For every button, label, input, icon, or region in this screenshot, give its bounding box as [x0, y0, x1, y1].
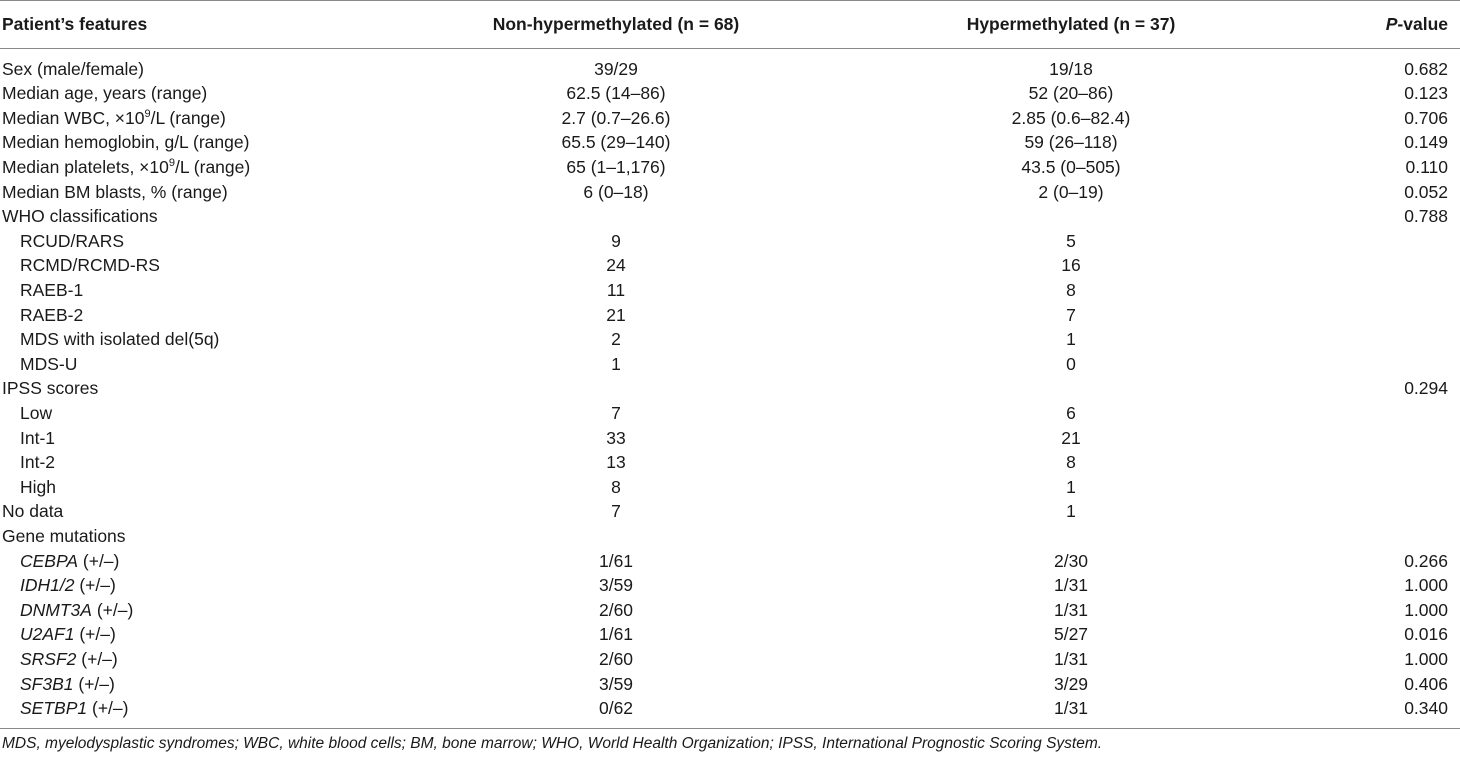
header-hypermethylated: Hypermethylated (n = 37) [802, 1, 1340, 49]
non-hyper-value: 39/29 [594, 59, 638, 79]
gene-suffix: (+/–) [74, 624, 116, 645]
non-hyper-value: 3/59 [598, 575, 634, 596]
table-row [0, 475, 1460, 500]
table-row [0, 302, 1460, 327]
non-hyper-value [430, 204, 802, 229]
p-value: 0.682 [1404, 59, 1448, 79]
row-label: RAEB-2 [20, 304, 84, 325]
table-row [0, 253, 1460, 278]
p-value [1340, 450, 1460, 475]
p-value: 0.788 [1404, 206, 1448, 227]
non-hyper-value: 3/59 [598, 673, 634, 694]
hyper-value: 43.5 (0–505) [1021, 157, 1121, 178]
non-hyper-value: 24 [606, 255, 626, 276]
table-row [0, 499, 1460, 524]
hyper-value: 1/31 [1053, 648, 1089, 669]
label-post: /L (range) [150, 107, 226, 128]
row-label: MDS-U [20, 353, 78, 374]
header-non-hypermethylated: Non-hypermethylated (n = 68) [430, 1, 802, 49]
p-value: 1.000 [1404, 648, 1448, 669]
row-label [0, 597, 430, 622]
table-row [0, 450, 1460, 475]
p-value: 0.706 [1404, 107, 1448, 128]
row-label: WHO classifications [2, 206, 158, 227]
gene-name: U2AF1 [20, 624, 75, 645]
table-row [0, 229, 1460, 254]
p-value: 0.149 [1404, 132, 1448, 153]
row-label [0, 647, 430, 672]
p-value [1340, 425, 1460, 450]
non-hyper-value: 8 [611, 476, 621, 497]
p-value [1340, 302, 1460, 327]
hyper-value: 8 [1066, 452, 1076, 473]
hyper-value: 3/29 [1053, 673, 1089, 694]
hyper-value: 2.85 (0.6–82.4) [1011, 107, 1131, 128]
table-header-row [0, 1, 1460, 49]
hyper-value: 1 [1066, 476, 1076, 497]
gene-suffix: (+/–) [78, 550, 120, 571]
gene-name: SETBP1 [20, 697, 88, 718]
table-row [0, 376, 1460, 401]
table-row [0, 597, 1460, 622]
table-row [0, 622, 1460, 647]
table-row [0, 130, 1460, 155]
hyper-value: 1/31 [802, 696, 1340, 729]
row-label: RCMD/RCMD-RS [20, 255, 160, 276]
table-row [0, 696, 1460, 729]
gene-name: DNMT3A [20, 599, 92, 620]
table-row [0, 352, 1460, 377]
row-label [0, 622, 430, 647]
row-label: Low [20, 403, 53, 424]
p-italic: P [1385, 14, 1398, 34]
hyper-value: 2/30 [1053, 550, 1089, 571]
label-pre: Median platelets, ×10 [2, 157, 169, 178]
row-label: Median hemoglobin, g/L (range) [2, 132, 250, 153]
non-hyper-value: 0/62 [430, 696, 802, 729]
row-label: RAEB-1 [20, 280, 84, 301]
non-hyper-value: 62.5 (14–86) [566, 83, 666, 104]
table-row [0, 81, 1460, 106]
non-hyper-value: 2 [611, 329, 621, 350]
row-label: Median BM blasts, % (range) [2, 181, 228, 202]
table-row [0, 179, 1460, 204]
row-label: IPSS scores [2, 378, 99, 399]
header-p-value [1340, 1, 1460, 49]
row-label: MDS with isolated del(5q) [20, 329, 220, 350]
table-footnote: MDS, myelodysplastic syndromes; WBC, white blood cells; BM, bone marrow; WHO, World Health Organization; IPSS, International Prognostic Scoring System. [2, 734, 1103, 752]
table-row [0, 425, 1460, 450]
table-row [0, 671, 1460, 696]
p-value [1340, 229, 1460, 254]
row-label [0, 573, 430, 598]
p-value: 0.294 [1404, 378, 1448, 399]
hyper-value: 59 (26–118) [1024, 132, 1118, 153]
table-row [0, 573, 1460, 598]
non-hyper-value: 2/60 [598, 599, 634, 620]
hyper-value [802, 376, 1340, 401]
hyper-value: 1 [1066, 329, 1076, 350]
hyper-value: 6 [1066, 403, 1076, 424]
header-features: Patient’s features [0, 1, 430, 49]
table-row [0, 401, 1460, 426]
p-value [1340, 327, 1460, 352]
p-value: 0.266 [1404, 550, 1448, 571]
table-row [0, 327, 1460, 352]
p-value: 0.052 [1404, 181, 1448, 202]
non-hyper-value [430, 524, 802, 549]
row-label: RCUD/RARS [20, 230, 125, 251]
row-label: Int-2 [20, 452, 56, 473]
p-value [1340, 352, 1460, 377]
row-label: Gene mutations [2, 525, 126, 546]
row-label: Median age, years (range) [2, 83, 208, 104]
gene-name: CEBPA [20, 550, 79, 571]
p-value: 0.110 [1405, 157, 1448, 178]
non-hyper-value: 1/61 [598, 624, 634, 645]
gene-suffix: (+/–) [73, 673, 115, 694]
p-value [1340, 499, 1460, 524]
gene-name: SRSF2 [20, 648, 77, 669]
table-row [0, 524, 1460, 549]
non-hyper-value: 11 [606, 280, 626, 301]
non-hyper-value: 7 [611, 403, 621, 424]
non-hyper-value: 1 [611, 353, 621, 374]
non-hyper-value: 65.5 (29–140) [561, 132, 671, 153]
non-hyper-value: 9 [611, 230, 621, 251]
hyper-value [802, 204, 1340, 229]
hyper-value: 8 [1066, 280, 1076, 301]
hyper-value: 2 (0–19) [1038, 181, 1104, 202]
hyper-value: 1/31 [1053, 575, 1089, 596]
non-hyper-value: 6 (0–18) [583, 181, 649, 202]
p-value: 0.406 [1404, 673, 1448, 694]
gene-suffix: (+/–) [91, 599, 134, 620]
non-hyper-value [430, 376, 802, 401]
hyper-value [802, 524, 1340, 549]
row-label [0, 106, 430, 131]
hyper-value: 52 (20–86) [1028, 83, 1114, 104]
gene-name: SF3B1 [20, 673, 74, 694]
hyper-value: 21 [1061, 427, 1081, 448]
row-label [0, 671, 430, 696]
row-label: Int-1 [20, 427, 56, 448]
table-row [0, 278, 1460, 303]
p-value [1340, 475, 1460, 500]
p-value [1340, 278, 1460, 303]
non-hyper-value: 65 (1–1,176) [566, 157, 666, 178]
p-value: 0.016 [1404, 624, 1448, 645]
table-row [0, 106, 1460, 131]
row-label: No data [2, 501, 64, 522]
non-hyper-value: 33 [606, 427, 626, 448]
non-hyper-value: 1/61 [598, 550, 634, 571]
non-hyper-value: 13 [606, 452, 626, 473]
non-hyper-value: 2/60 [598, 648, 634, 669]
row-label [0, 548, 430, 573]
p-value [1340, 524, 1460, 549]
p-value: 1.000 [1404, 599, 1448, 620]
table-row [0, 49, 1460, 82]
row-label [0, 696, 430, 729]
hyper-value: 0 [1066, 353, 1076, 374]
hyper-value: 19/18 [1049, 59, 1093, 79]
gene-suffix: (+/–) [87, 697, 129, 718]
table-row [0, 548, 1460, 573]
p-value [1340, 401, 1460, 426]
row-label: High [20, 476, 56, 497]
gene-name: IDH1/2 [20, 575, 75, 596]
row-label [0, 155, 430, 180]
non-hyper-value: 7 [611, 501, 621, 522]
p-value: 1.000 [1404, 575, 1448, 596]
table-row [0, 204, 1460, 229]
non-hyper-value: 21 [606, 304, 626, 325]
p-rest: -value [1397, 14, 1448, 34]
hyper-value: 1/31 [1053, 599, 1089, 620]
hyper-value: 5/27 [1053, 624, 1089, 645]
row-label: Sex (male/female) [2, 59, 144, 79]
hyper-value: 7 [1066, 304, 1076, 325]
gene-suffix: (+/–) [76, 648, 118, 669]
label-post: /L (range) [174, 157, 251, 178]
gene-suffix: (+/–) [74, 575, 116, 596]
table-row [0, 155, 1460, 180]
non-hyper-value: 2.7 (0.7–26.6) [561, 107, 671, 128]
p-value: 0.340 [1340, 696, 1460, 729]
label-pre: Median WBC, ×10 [2, 107, 145, 128]
hyper-value: 5 [1066, 230, 1076, 251]
label-sup: 9 [144, 107, 151, 120]
p-value [1340, 253, 1460, 278]
hyper-value: 1 [1066, 501, 1076, 522]
hyper-value: 16 [1061, 255, 1081, 276]
label-sup: 9 [168, 157, 175, 170]
table-row [0, 647, 1460, 672]
p-value: 0.123 [1404, 83, 1448, 104]
